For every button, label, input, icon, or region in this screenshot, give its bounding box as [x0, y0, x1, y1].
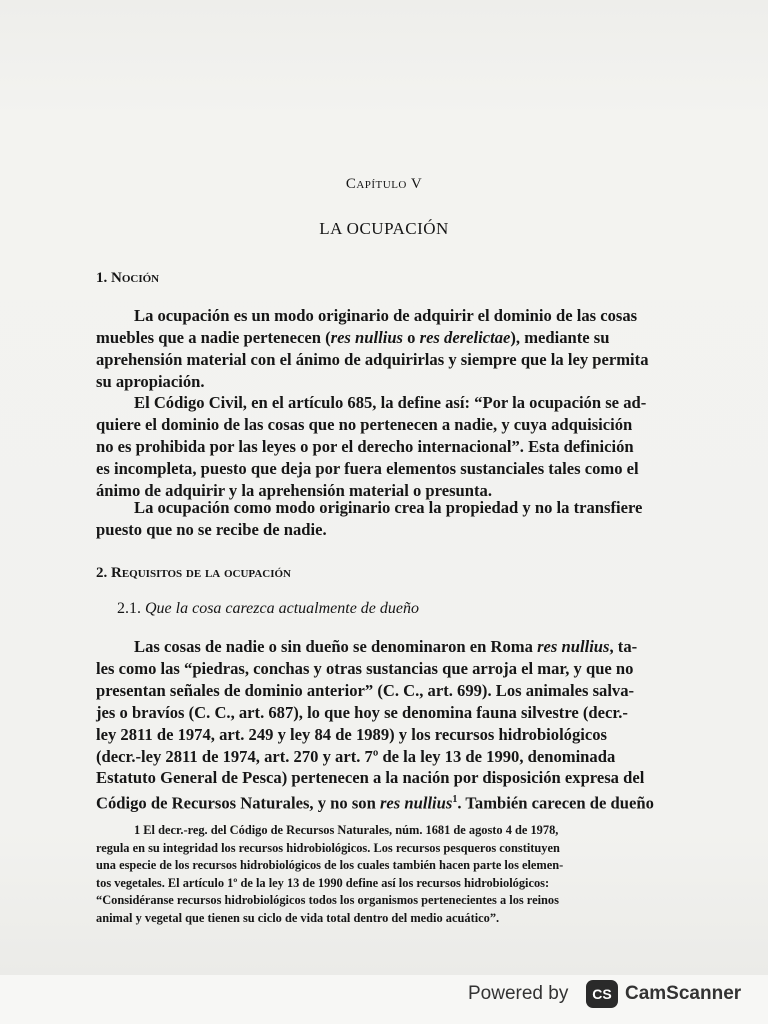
- text-line: (decr.-ley 2811 de 1974, art. 270 y art. 7º de la ley 13 de 1990, denominada: [96, 746, 616, 766]
- paragraph-res-nullius: [96, 636, 666, 815]
- footnote-line: tos vegetales. El artículo 1º de la ley 13 de 1990 define así los recursos hidrobiológicos:: [96, 875, 550, 890]
- text-line: quiere el dominio de las cosas que no pertenecen a nadie, y cuya adquisición: [96, 414, 633, 434]
- text-line: puesto que no se recibe de nadie.: [96, 519, 327, 539]
- subsection-heading: 2.1. Que la cosa carezca actualmente de dueño: [117, 600, 419, 617]
- paragraph-modo-originario: [96, 497, 666, 541]
- footnote-line: animal y vegetal que tienen su ciclo de vida total dentro del medio acuático”.: [96, 910, 500, 925]
- text-line: ley 2811 de 1974, art. 249 y ley 84 de 1989) y los recursos hidrobiológicos: [96, 724, 608, 744]
- camscanner-brand: CamScanner: [625, 983, 742, 1004]
- text-line: no es prohibida por las leyes o por el derecho internacional”. Esta definición: [96, 436, 634, 456]
- chapter-label: Capítulo V: [345, 176, 423, 192]
- text-line: Estatuto General de Pesca) pertenecen a la nación por disposición expresa del: [96, 768, 645, 788]
- text-line: es incompleta, puesto que deja por fuera elementos sustanciales tales como el: [96, 458, 639, 478]
- chapter-title: LA OCUPACIÓN: [319, 219, 449, 238]
- text-line: Las cosas de nadie o sin dueño se denominaron en Roma res nullius, ta-: [134, 637, 638, 656]
- footnote: [96, 822, 666, 928]
- text-line: Código de Recursos Naturales, y no son res nullius$^1$. También carecen de dueño: [96, 793, 654, 813]
- text-line: presentan señales de dominio anterior” (C. C., art. 699). Los animales salva-: [96, 680, 635, 700]
- text-line: su apropiación.: [96, 371, 205, 391]
- footnote-line: una especie de los recursos hidrobiológicos de los cuales también hacen parte los elemen-: [96, 858, 564, 873]
- text-line: les como las “piedras, conchas y otras sustancias que arroja el mar, y que no: [96, 658, 634, 678]
- text-line: El Código Civil, en el artículo 685, la define así: “Por la ocupación se ad-: [134, 393, 647, 412]
- footnote-ref: 1: [452, 794, 458, 806]
- footnote-line: regula en su integridad los recursos hidrobiológicos. Los recursos pesqueros constituyen: [96, 840, 560, 855]
- section-heading-requisitos: 2. Requisitos de la ocupación: [96, 565, 291, 581]
- text-line: La ocupación es un modo originario de adquirir el dominio de las cosas: [134, 306, 638, 325]
- text-line: ánimo de adquirir y la aprehensión material o presunta.: [96, 480, 492, 500]
- text-line: La ocupación como modo originario crea la propiedad y no la transfiere: [134, 498, 643, 517]
- footnote-line: 1 El decr.-reg. del Código de Recursos Naturales, núm. 1681 de agosto 4 de 1978,: [134, 823, 559, 837]
- paragraph-codigo-civil: [96, 392, 666, 502]
- paragraph-definicion: [96, 305, 666, 393]
- text-line: muebles que a nadie pertenecen (res nullius o res derelictae), mediante su: [96, 327, 610, 347]
- footnote-line: “Considéranse recursos hidrobiológicos todos los organismos pertenecientes a los reinos: [96, 893, 559, 908]
- section-heading-nocion: 1. Noción: [96, 270, 160, 286]
- text-line: aprehensión material con el ánimo de adquirirlas y siempre que la ley permita: [96, 349, 649, 369]
- camscanner-logo-icon: CS: [586, 980, 618, 1008]
- powered-by-label: Powered by: [468, 983, 569, 1004]
- text-line: jes o bravíos (C. C., art. 687), lo que hoy se denomina fauna silvestre (decr.-: [96, 702, 628, 722]
